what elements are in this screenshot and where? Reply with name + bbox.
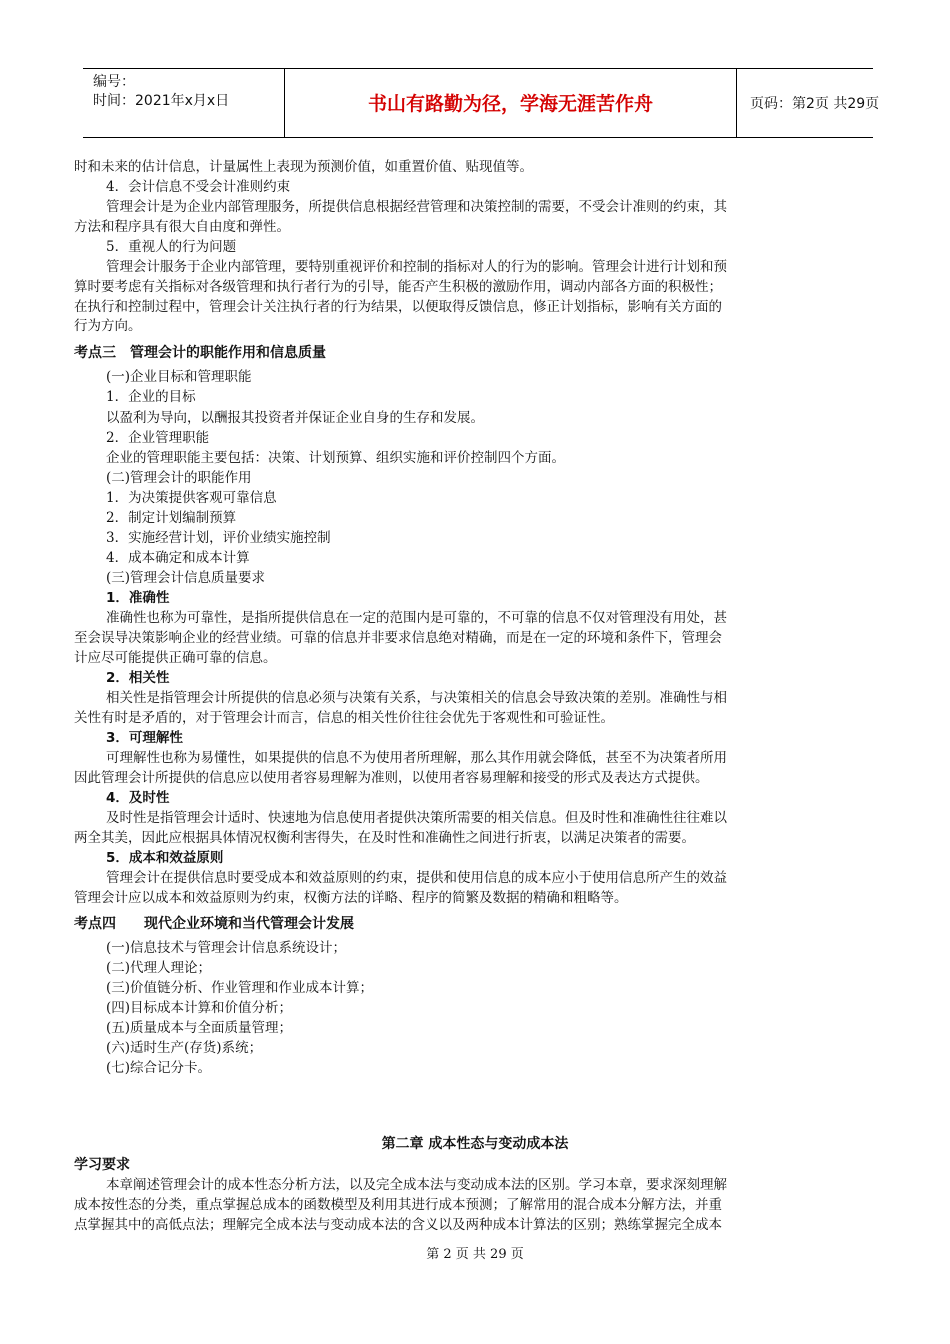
document-time-label: 时间：2021年x月x日 — [93, 93, 230, 109]
paragraph-line: 企业的管理职能主要包括：决策、计划预算、组织实施和评价控制四个方面。 — [106, 450, 565, 466]
subsection-heading: (一)企业目标和管理职能 — [106, 369, 252, 385]
header-page-cell — [736, 69, 880, 137]
paragraph-line: 算时要考虑有关指标对各级管理和执行者行为的引导，能否产生积极的激励作用，调动内部各方面的积极性； — [74, 279, 722, 295]
section-heading: 考点三 管理会计的职能作用和信息质量 — [74, 345, 326, 361]
paragraph-line: 计应尽可能提供正确可靠的信息。 — [74, 650, 277, 666]
subsection-heading: (二)管理会计的职能作用 — [106, 470, 252, 486]
list-item: (七)综合记分卡。 — [106, 1060, 212, 1076]
item-heading: 1．准确性 — [106, 590, 170, 606]
header-motto: 书山有路勤为径，学海无涯苦作舟 — [367, 93, 653, 115]
paragraph-line: 相关性是指管理会计所提供的信息必须与决策有关系，与决策相关的信息会导致决策的差别。准确性与相 — [106, 690, 727, 706]
paragraph-line: 成本按性态的分类，重点掌握总成本的函数模型及利用其进行成本预测；了解常用的混合成本分解方法，并重 — [74, 1197, 722, 1213]
list-item: (五)质量成本与全面质量管理； — [106, 1020, 293, 1036]
paragraph-line: 关性有时是矛盾的，对于管理会计而言，信息的相关性价往往会优先于客观性和可验证性。 — [74, 710, 614, 726]
paragraph-line: 管理会计是为企业内部管理服务，所提供信息根据经营管理和决策控制的需要，不受会计准则的约束，其 — [106, 199, 727, 215]
learning-requirements-heading: 学习要求 — [74, 1157, 130, 1173]
paragraph-line: 管理会计服务于企业内部管理，要特别重视评价和控制的指标对人的行为的影响。管理会计进行计划和预 — [106, 259, 727, 275]
item-heading: 5．成本和效益原则 — [106, 850, 224, 866]
paragraph-line: 本章阐述管理会计的成本性态分析方法，以及完全成本法与变动成本法的区别。学习本章，要求深刻理解 — [106, 1177, 727, 1193]
item-heading: 4．会计信息不受会计准则约束 — [106, 179, 291, 195]
list-item: 3．实施经营计划，评价业绩实施控制 — [106, 530, 331, 546]
header-meta-cell — [83, 69, 283, 137]
paragraph-line: 方法和程序具有很大自由度和弹性。 — [74, 219, 290, 235]
paragraph-line: 至会误导决策影响企业的经营业绩。可靠的信息并非要求信息绝对精确，而是在一定的环境和条件下，管理会 — [74, 630, 722, 646]
page-footer: 第 2 页 共 29 页 — [426, 1247, 524, 1262]
section-heading: 考点四 现代企业环境和当代管理会计发展 — [74, 916, 354, 932]
list-item: 2．制定计划编制预算 — [106, 510, 237, 526]
item-heading: 4．及时性 — [106, 790, 170, 806]
paragraph-line: 在执行和控制过程中，管理会计关注执行者的行为结果，以便取得反馈信息，修正计划指标，影响有关方面的 — [74, 299, 722, 315]
paragraph-line: 因此管理会计所提供的信息应以使用者容易理解为准则，以使用者容易理解和接受的形式及表达方式提供。 — [74, 770, 709, 786]
paragraph-line: 两全其美，因此应根据具体情况权衡利害得失，在及时性和准确性之间进行折衷，以满足决策者的需要。 — [74, 830, 695, 846]
list-item: (三)价值链分析、作业管理和作业成本计算； — [106, 980, 374, 996]
header-page-label: 页码：第2页 共29页 — [750, 96, 880, 112]
list-item: (二)代理人理论； — [106, 960, 212, 976]
subsection-heading: (三)管理会计信息质量要求 — [106, 570, 266, 586]
document-number-label: 编号： — [93, 74, 135, 90]
paragraph-line: 及时性是指管理会计适时、快速地为信息使用者提供决策所需要的相关信息。但及时性和准确性往往难以 — [106, 810, 727, 826]
item-heading: 2．企业管理职能 — [106, 430, 210, 446]
header-motto-cell — [284, 69, 737, 137]
paragraph-line: 准确性也称为可靠性，是指所提供信息在一定的范围内是可靠的，不可靠的信息不仅对管理没有用处，甚 — [106, 610, 727, 626]
paragraph-line: 管理会计应以成本和效益原则为约束，权衡方法的详略、程序的简繁及数据的精确和粗略等。 — [74, 890, 628, 906]
paragraph-line: 管理会计在提供信息时要受成本和效益原则的约束，提供和使用信息的成本应小于使用信息所产生的效益 — [106, 870, 727, 886]
list-item: (一)信息技术与管理会计信息系统设计； — [106, 940, 347, 956]
paragraph-line: 以盈利为导向，以酬报其投资者并保证企业自身的生存和发展。 — [106, 410, 484, 426]
item-heading: 2．相关性 — [106, 670, 170, 686]
list-item: 1．为决策提供客观可靠信息 — [106, 490, 277, 506]
paragraph-line: 行为方向。 — [74, 318, 142, 334]
list-item: (六)适时生产(存货)系统； — [106, 1040, 263, 1056]
paragraph-line: 可理解性也称为易懂性，如果提供的信息不为使用者所理解，那么其作用就会降低，甚至不为决策者所用 — [106, 750, 727, 766]
chapter-title: 第二章 成本性态与变动成本法 — [381, 1136, 569, 1152]
paragraph-line: 时和未来的估计信息，计量属性上表现为预测价值，如重置价值、贴现值等。 — [74, 159, 533, 175]
item-heading: 1．企业的目标 — [106, 389, 196, 405]
list-item: (四)目标成本计算和价值分析； — [106, 1000, 293, 1016]
paragraph-line: 点掌握其中的高低点法；理解完全成本法与变动成本法的含义以及两种成本计算法的区别；熟练掌握完全成本 — [74, 1217, 722, 1233]
page-header — [83, 68, 880, 138]
item-heading: 3．可理解性 — [106, 730, 183, 746]
list-item: 4．成本确定和成本计算 — [106, 550, 250, 566]
item-heading: 5．重视人的行为问题 — [106, 239, 237, 255]
